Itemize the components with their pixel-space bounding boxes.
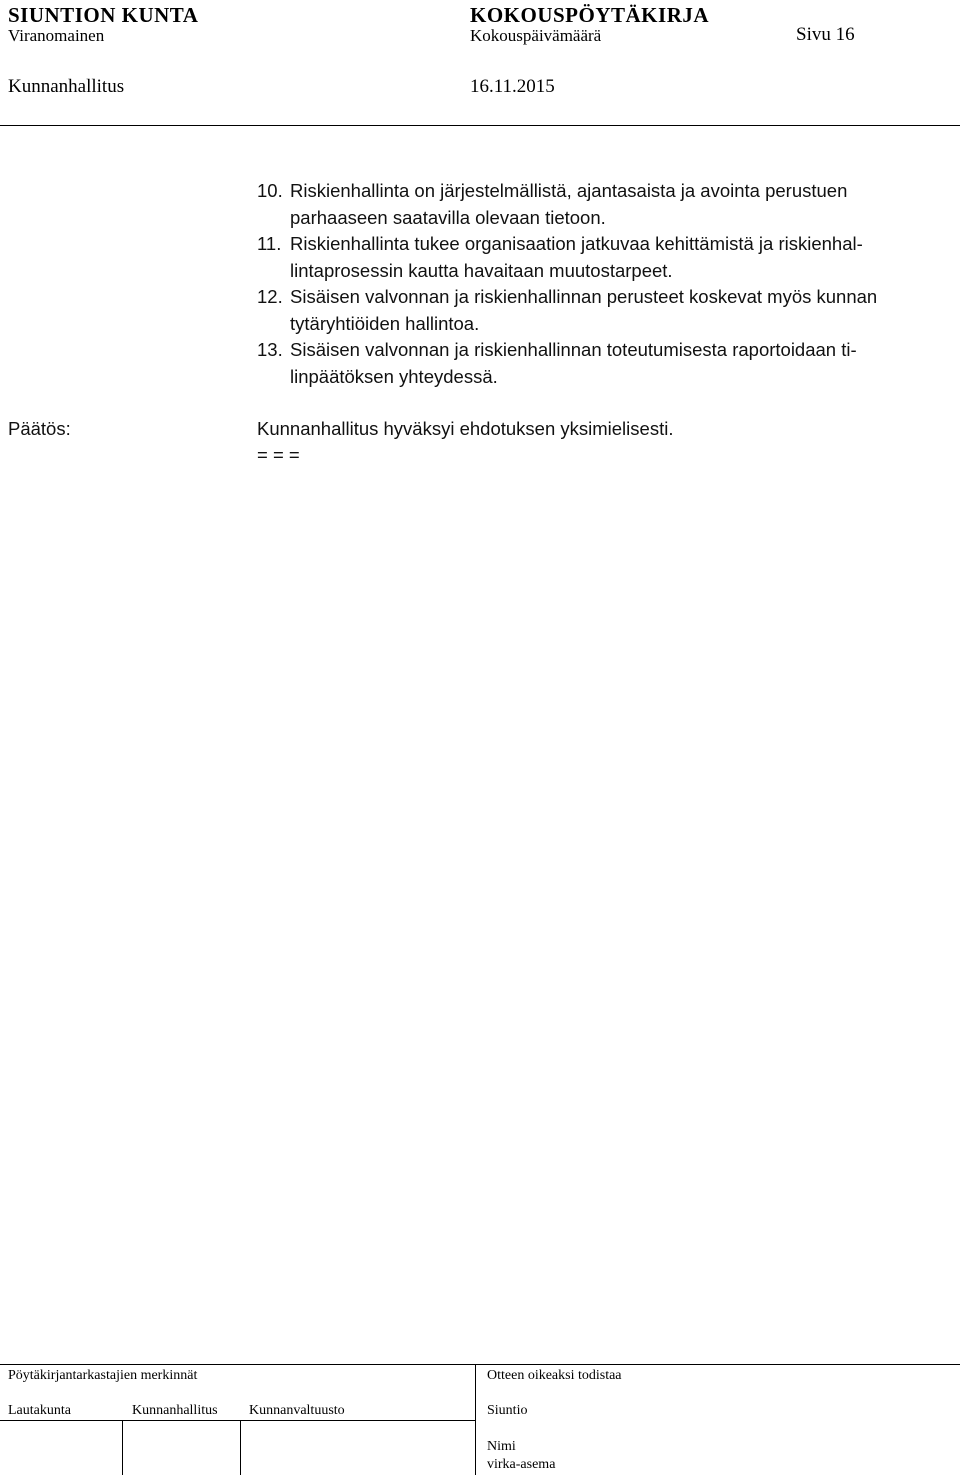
decision-text: Kunnanhallitus hyväksyi ehdotuksen yksimielisesti. <box>257 418 674 439</box>
list-item-text: Sisäisen valvonnan ja riskienhallinnan toteutumisesta raportoidaan tilinpäätöksen yhteydessä. <box>290 339 857 387</box>
meeting-date-label: Kokouspäivämäärä <box>470 26 602 45</box>
list-item <box>257 284 947 337</box>
footer-top-border <box>0 1364 960 1365</box>
organization-name: SIUNTION KUNTA <box>8 3 199 27</box>
list-item-text: Riskienhallinta on järjestelmällistä, ajantasaista ja avointa perustuen parhaaseen saatavilla olevaan tietoon. <box>290 180 848 228</box>
footer-col-divider-2 <box>240 1420 241 1475</box>
authority-label: Viranomainen <box>8 26 105 45</box>
footer-col-kunnanhallitus: Kunnanhallitus <box>132 1403 218 1418</box>
numbered-list <box>257 178 947 390</box>
header-divider <box>0 125 960 126</box>
list-item-text: Riskienhallinta tukee organisaation jatkuvaa kehittämistä ja riskienhallintaprosessin kautta havaitaan muutostarpeet. <box>290 233 863 281</box>
list-item <box>257 231 947 284</box>
decision-label: Päätös: <box>8 418 71 439</box>
list-item <box>257 337 947 390</box>
list-item-number: 13. <box>257 339 283 360</box>
list-item <box>257 178 947 231</box>
footer-col-divider-1 <box>122 1420 123 1475</box>
section-separator: = = = <box>257 444 300 465</box>
footer-position-label: virka-asema <box>487 1457 556 1472</box>
footer-place: Siuntio <box>487 1403 528 1418</box>
certified-label: Otteen oikeaksi todistaa <box>487 1368 622 1383</box>
list-item-number: 10. <box>257 180 283 201</box>
page-number: Sivu 16 <box>796 24 855 45</box>
footer-col-kunnanvaltuusto: Kunnanvaltuusto <box>249 1403 345 1418</box>
list-item-number: 12. <box>257 286 283 307</box>
meeting-date: 16.11.2015 <box>470 76 555 97</box>
footer-divider <box>475 1364 476 1475</box>
authority-name: Kunnanhallitus <box>8 76 125 97</box>
document-type: KOKOUSPÖYTÄKIRJA <box>470 3 710 27</box>
list-item-number: 11. <box>257 233 282 254</box>
list-item-text: Sisäisen valvonnan ja riskienhallinnan perusteet koskevat myös kunnan tytäryhtiöiden hallintoa. <box>290 286 878 334</box>
footer-name-label: Nimi <box>487 1439 516 1454</box>
reviewers-label: Pöytäkirjantarkastajien merkinnät <box>8 1368 198 1383</box>
footer-col-lautakunta: Lautakunta <box>8 1403 71 1418</box>
footer-row-border <box>0 1420 475 1421</box>
